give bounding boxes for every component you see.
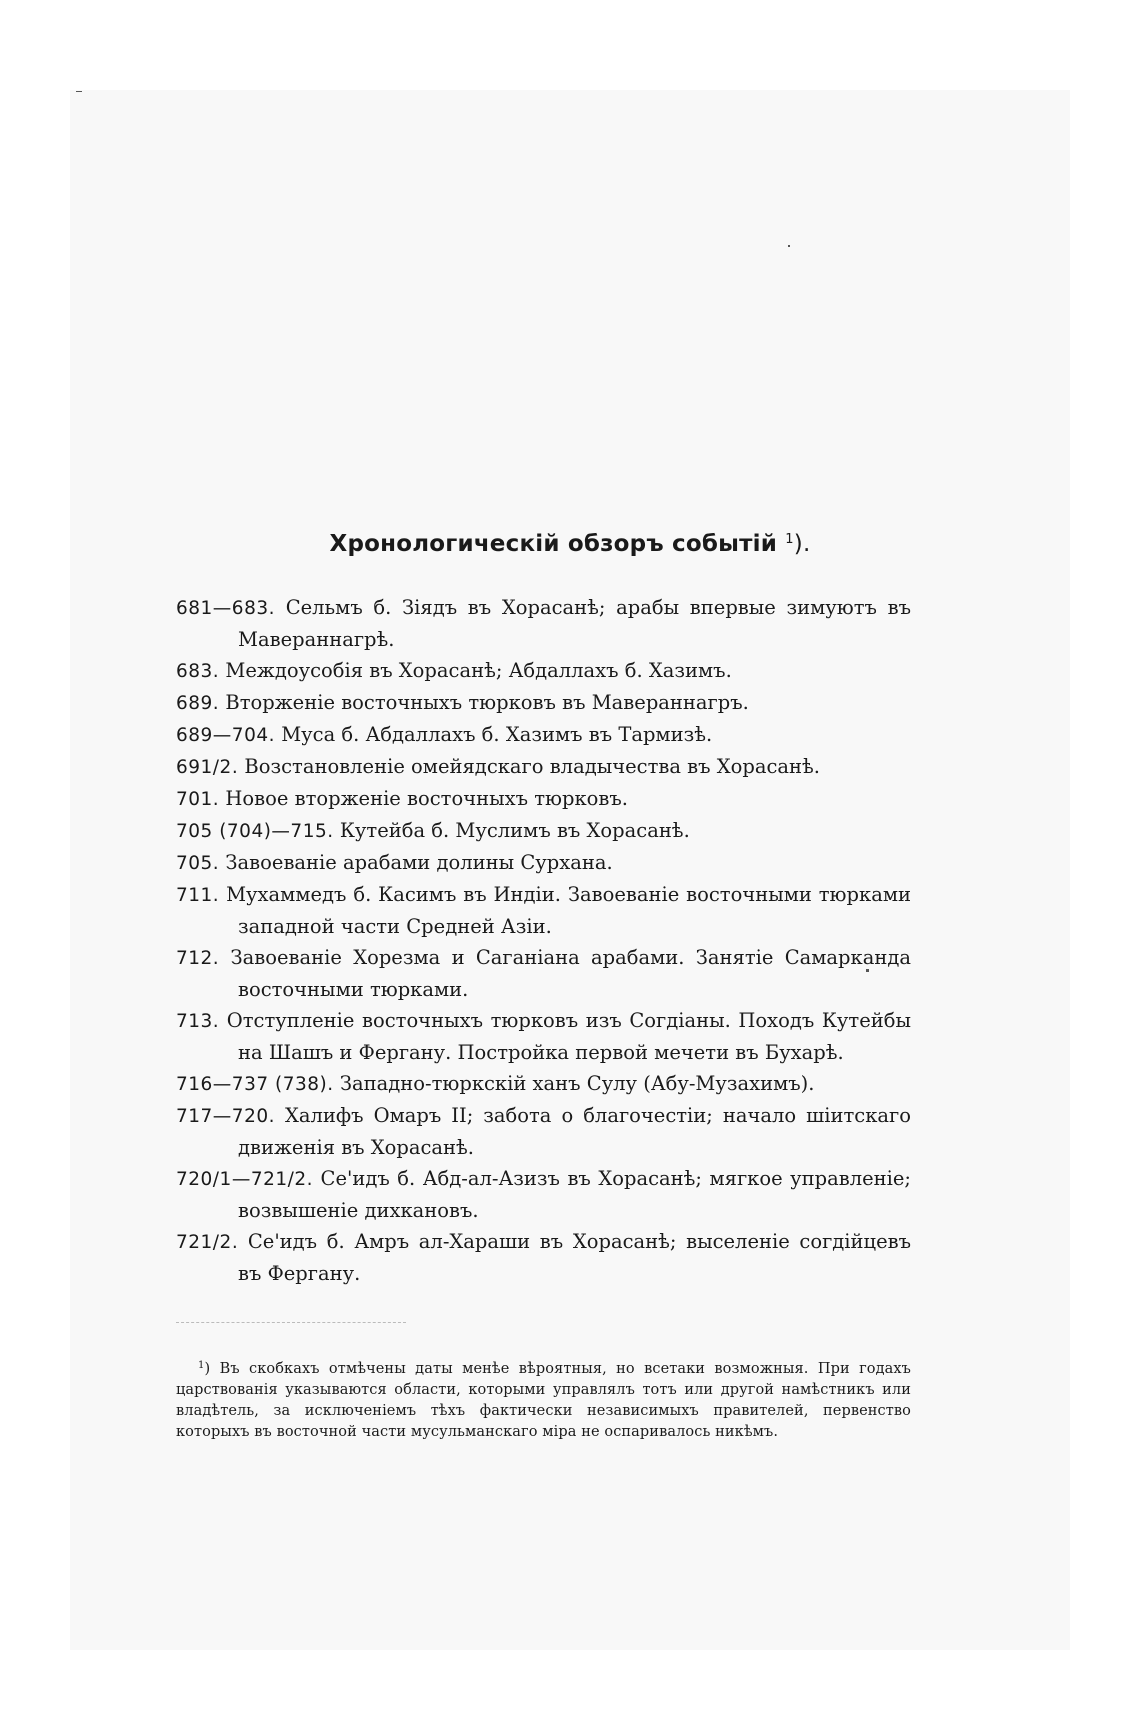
scan-speck (76, 91, 82, 92)
footnote (176, 1355, 911, 1443)
chronology-entry (176, 687, 911, 719)
entry-date: 716—737 (738). (176, 1074, 334, 1095)
chronology-list (176, 592, 911, 1289)
entry-date: 681—683. (176, 598, 276, 619)
footnote-text: ) Въ скобкахъ отмѣчены даты менѣе вѣроятныя, но всетаки возможныя. При годахъ царствованія указываются области, которыми управлялъ тотъ или другой намѣстникъ или владѣтель, за исключеніемъ тѣхъ фактически независимыхъ правителей, первенство которыхъ въ восточной части мусульманскаго міра не оспаривалось никѣмъ. (176, 1360, 911, 1440)
entry-date: 713. (176, 1011, 220, 1032)
entry-text: Новое вторженіе восточныхъ тюрковъ. (225, 787, 628, 810)
entry-date: 691/2. (176, 757, 239, 778)
page-title (0, 531, 1140, 557)
entry-text: Завоеваніе арабами долины Сурхана. (225, 851, 613, 874)
footnote-marker: 1 (198, 1359, 205, 1371)
title-footnote-marker: 1 (785, 532, 794, 547)
footnote-divider (176, 1322, 406, 1323)
entry-date: 712. (176, 948, 220, 969)
chronology-entry (176, 1163, 911, 1226)
entry-date: 701. (176, 789, 220, 810)
chronology-entry (176, 942, 911, 1005)
chronology-entry (176, 847, 911, 879)
entry-date: 683. (176, 661, 220, 682)
chronology-entry (176, 655, 911, 687)
entry-text: Междоусобія въ Хорасанѣ; Абдаллахъ б. Хазимъ. (225, 659, 732, 682)
entry-date: 711. (176, 885, 220, 906)
scan-speck (788, 245, 790, 247)
entry-text: Мухаммедъ б. Касимъ въ Индіи. Завоеваніе восточными тюрками западной части Средней Азіи. (226, 883, 911, 938)
chronology-entry (176, 719, 911, 751)
entry-text: Сельмъ б. Зіядъ въ Хорасанѣ; арабы впервые зимуютъ въ Мавераннагрѣ. (238, 596, 912, 651)
entry-text: Муса б. Абдаллахъ б. Хазимъ въ Тармизѣ. (281, 723, 713, 746)
entry-date: 705. (176, 853, 220, 874)
entry-date: 705 (704)—715. (176, 821, 334, 842)
entry-text: Западно-тюркскій ханъ Сулу (Абу-Музахимъ). (339, 1072, 815, 1095)
chronology-entry (176, 1068, 911, 1100)
entry-text: Отступленіе восточныхъ тюрковъ изъ Согдіаны. Походъ Кутейбы на Шашъ и Фергану. Постройка первой мечети въ Бухарѣ. (226, 1009, 911, 1064)
entry-date: 721/2. (176, 1232, 239, 1253)
entry-date: 720/1—721/2. (176, 1169, 314, 1190)
entry-text: Халифъ Омаръ II; забота о благочестіи; начало шіитскаго движенія въ Хорасанѣ. (238, 1104, 911, 1159)
title-tail: ). (793, 531, 811, 557)
entry-text: Се'идъ б. Амръ ал-Хараши въ Хорасанѣ; выселеніе согдійцевъ въ Фергану. (238, 1230, 911, 1285)
entry-text: Кутейба б. Муслимъ въ Хорасанѣ. (339, 819, 690, 842)
entry-text: Се'идъ б. Абд-ал-Азизъ въ Хорасанѣ; мягкое управленіе; возвышеніе дихкановъ. (238, 1167, 911, 1222)
chronology-entry (176, 815, 911, 847)
chronology-entry (176, 1100, 911, 1163)
chronology-entry (176, 751, 911, 783)
entry-date: 689. (176, 693, 220, 714)
entry-date: 717—720. (176, 1106, 276, 1127)
title-text: Хронологическій обзоръ событій (329, 531, 778, 557)
chronology-entry (176, 1226, 911, 1289)
entry-date: 689—704. (176, 725, 276, 746)
entry-text: Завоеваніе Хорезма и Саганіана арабами. Занятіе Самарканда восточными тюрками. (230, 946, 911, 1001)
chronology-entry (176, 592, 911, 655)
chronology-entry (176, 879, 911, 942)
chronology-entry (176, 783, 911, 815)
chronology-entry (176, 1005, 911, 1068)
entry-text: Вторженіе восточныхъ тюрковъ въ Мавераннагръ. (225, 691, 749, 714)
entry-text: Возстановленіе омейядскаго владычества въ Хорасанѣ. (244, 755, 820, 778)
